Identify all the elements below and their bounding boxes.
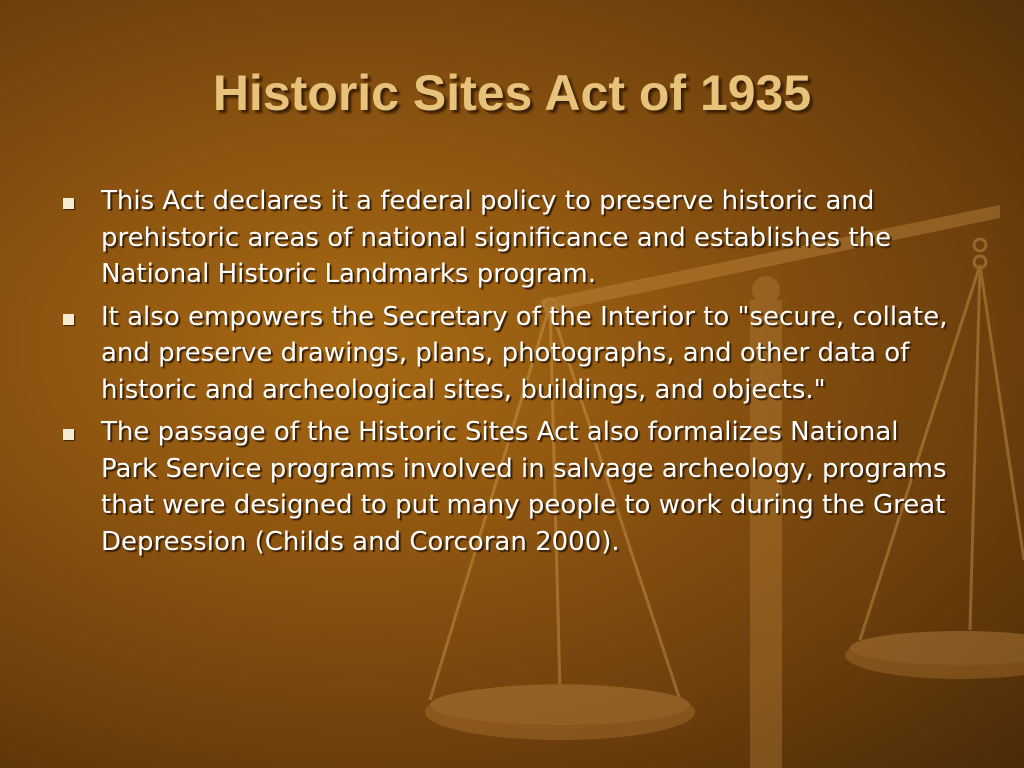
bullet-list	[60, 183, 960, 566]
square-bullet-icon	[63, 198, 74, 209]
square-bullet-icon	[63, 429, 74, 440]
bullet-text: It also empowers the Secretary of the Interior to "secure, collate, and preserve drawings, plans, photographs, and other data of historic and archeological sites, buildings, and objects."	[101, 301, 948, 405]
bullet-item	[60, 299, 960, 409]
slide-title: Historic Sites Act of 1935	[212, 65, 812, 121]
square-bullet-icon	[63, 314, 74, 325]
bullet-item	[60, 414, 960, 560]
bullet-text: The passage of the Historic Sites Act also formalizes National Park Service programs involved in salvage archeology, programs that were designed to put many people to work during the Great Depression (Childs and Corcoran 2000).	[101, 417, 947, 557]
bullet-text: This Act declares it a federal policy to preserve historic and prehistoric areas of national significance and establishes the National Historic Landmarks program.	[101, 186, 892, 289]
bullet-item	[60, 183, 960, 293]
